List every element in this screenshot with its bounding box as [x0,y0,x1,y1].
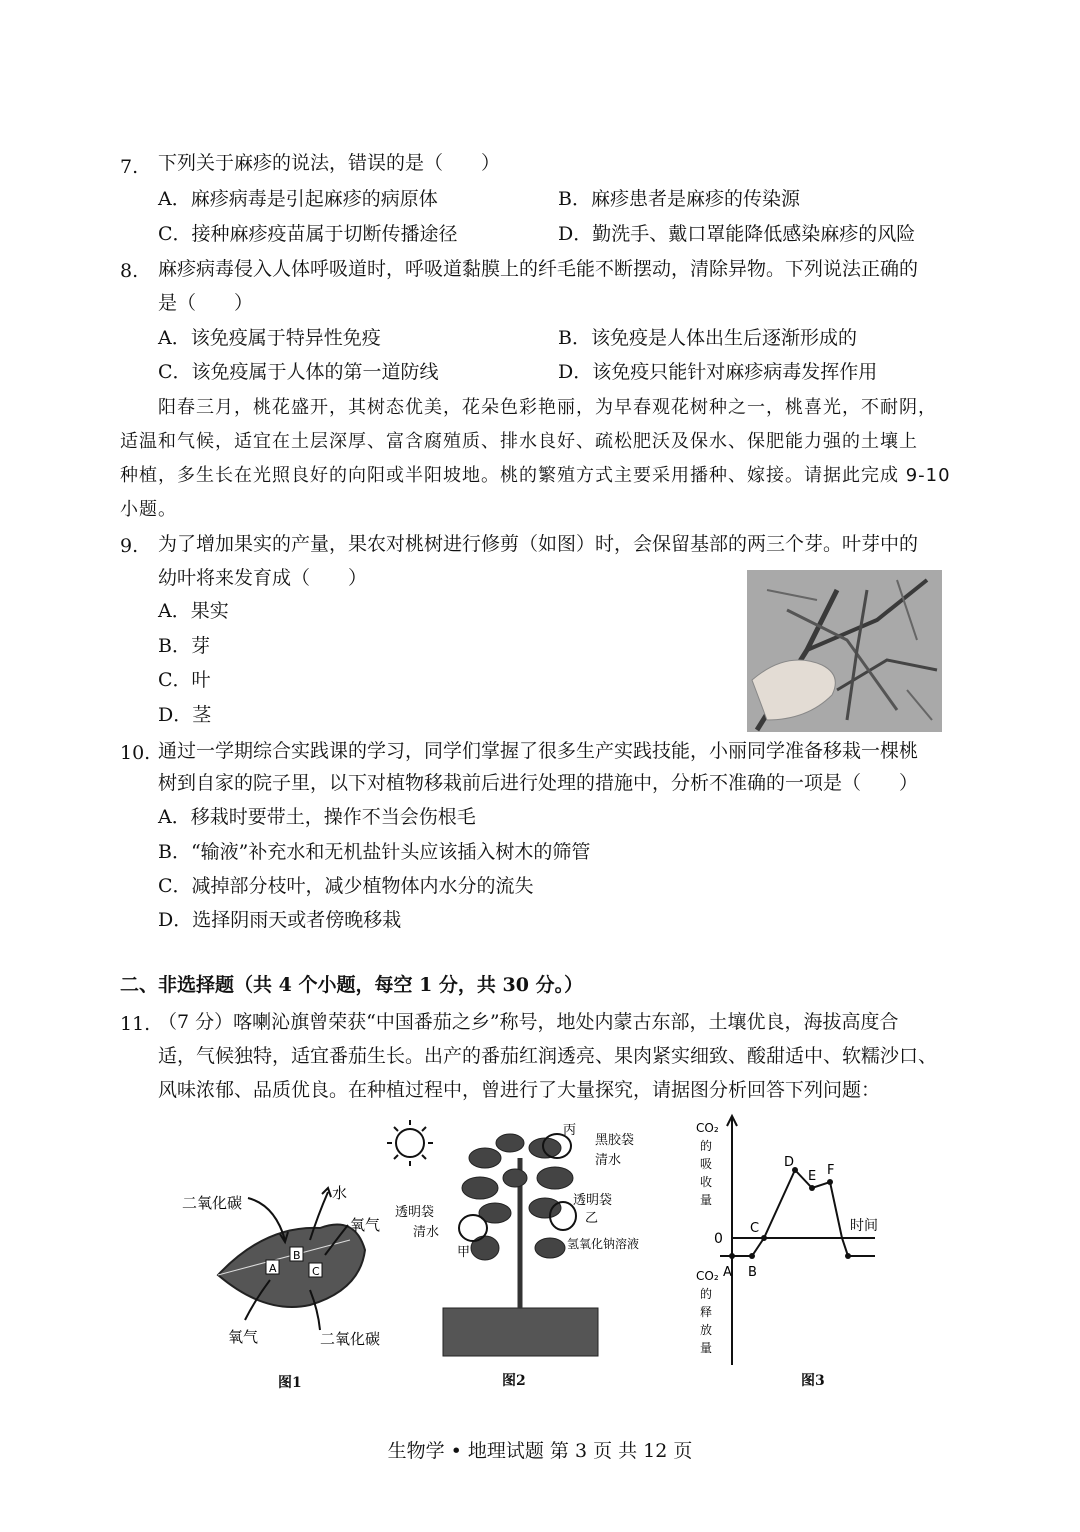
figure-3-co2-graph [690,1110,890,1370]
q10-number: 10. [120,742,151,764]
point-label-b: B [748,1265,757,1280]
q10-stem-line1: 通过一学期综合实践课的学习，同学们掌握了很多生产实践技能，小丽同学准备移栽一棵桃 [158,740,919,762]
figure-1-caption: 图1 [278,1375,302,1391]
q10-option-b: B．“输液”补充水和无机盐针头应该插入树木的筛管 [158,841,591,863]
q10-option-c: C．减掉部分枝叶，减少植物体内水分的流失 [158,875,534,897]
label-naoh: 氢氧化钠溶液 [567,1237,640,1251]
label-co2-in: 二氧化碳 [182,1194,243,1212]
passage-line4: 小题。 [120,499,177,520]
section-2-heading: 二、非选择题（共 4 个小题，每空 1 分，共 30 分。） [120,974,584,996]
label-bing: 丙 [563,1123,577,1138]
q8-stem-line1: 麻疹病毒侵入人体呼吸道时，呼吸道黏膜上的纤毛能不断摆动，清除异物。下列说法正确的 [158,258,919,280]
q10-stem-line2: 树到自家的院子里，以下对植物移栽前后进行处理的措施中，分析不准确的一项是（ ） [158,772,919,794]
leaf-shape [218,1224,365,1307]
x-label-time: 时间 [850,1218,878,1234]
label-water-2: 清水 [413,1225,440,1240]
page-footer: 生物学 • 地理试题 第 3 页 共 12 页 [387,1440,693,1462]
q8-stem-line2: 是（ ） [158,292,254,314]
clear-bag-jia [459,1215,487,1241]
q10-option-d: D．选择阴雨天或者傍晚移栽 [158,909,402,931]
q9-number: 9. [120,535,139,557]
figure-3-caption: 图3 [801,1373,825,1389]
q7-number: 7. [120,156,139,178]
q9-option-d: D．茎 [158,704,212,726]
figure-2-plant-diagram [385,1118,665,1363]
q7-option-b: B．麻疹患者是麻疹的传染源 [558,188,800,210]
q10-option-a: A．移栽时要带土，操作不当会伤根毛 [158,806,476,828]
q7-option-a: A．麻疹病毒是引起麻疹的病原体 [158,188,438,210]
label-water-1: 清水 [595,1153,622,1168]
label-b: B [293,1249,301,1262]
figure-1-leaf-diagram [170,1170,420,1360]
point-label-c: C [750,1221,760,1236]
point-label-f: F [827,1163,835,1178]
label-co2-out: 二氧化碳 [320,1330,381,1348]
label-clear-bag-yi: 透明袋 [573,1193,613,1208]
passage-line2: 适温和气候，适宜在土层深厚、富含腐殖质、排水良好、疏松肥沃及保水、保肥能力强的土壤上 [120,431,918,452]
pruning-photo-art [747,570,942,732]
q8-option-a: A．该免疫属于特异性免疫 [158,327,381,349]
passage-line3: 种植，多生长在光照良好的向阳或半阳坡地。桃的繁殖方式主要采用播种、嫁接。请据此完成 9-10 [120,465,951,486]
q7-option-d: D．勤洗手、戴口罩能降低感染麻疹的风险 [558,223,916,245]
y-label-absorb: CO₂ 的吸收量 [696,1121,719,1207]
flower-pot [443,1308,598,1356]
pruning-photo [747,570,942,732]
q9-option-b: B．芽 [158,635,210,657]
label-black-bag: 黑胶袋 [595,1133,635,1148]
q9-option-a: A．果实 [158,600,229,622]
passage-line1: 阳春三月，桃花盛开，其树态优美，花朵色彩艳丽，为早春观花树种之一，桃喜光，不耐阴， [158,397,937,418]
label-water: 水 [332,1184,348,1202]
q8-number: 8. [120,260,139,282]
origin-zero: 0 [714,1231,723,1247]
figure-2-caption: 图2 [502,1373,526,1389]
co2-curve [720,1170,875,1256]
q11-stem-line1: （7 分）喀喇沁旗曾荣获“中国番茄之乡”称号，地处内蒙古东部，土壤优良，海拔高度合 [158,1011,899,1033]
label-jia: 甲 [457,1245,471,1260]
q9-option-c: C．叶 [158,669,211,691]
q8-option-d: D．该免疫只能针对麻疹病毒发挥作用 [558,361,878,383]
q9-stem-line1: 为了增加果实的产量，果农对桃树进行修剪（如图）时，会保留基部的两三个芽。叶芽中的 [158,533,919,555]
label-c: C [312,1265,320,1278]
q7-stem: 下列关于麻疹的说法，错误的是（ ） [158,152,501,174]
label-o2-out: 氧气 [350,1216,381,1234]
label-o2-in: 氧气 [228,1328,259,1346]
q8-option-c: C．该免疫属于人体的第一道防线 [158,361,439,383]
sun-icon [387,1120,433,1166]
point-label-d: D [784,1155,795,1170]
y-label-release: CO₂ 的释放量 [696,1269,719,1355]
point-label-a: A [723,1265,732,1280]
q9-stem-line2: 幼叶将来发育成（ ） [158,567,368,589]
q7-option-c: C．接种麻疹疫苗属于切断传播途径 [158,223,458,245]
q11-stem-line2: 适，气候独特，适宜番茄生长。出产的番茄红润透亮、果肉紧实细致、酸甜适中、软糯沙口、 [158,1045,938,1067]
label-clear-bag-jia: 透明袋 [395,1205,435,1220]
q8-option-b: B．该免疫是人体出生后逐渐形成的 [558,327,857,349]
q11-number: 11. [120,1013,151,1035]
label-yi: 乙 [585,1211,599,1226]
q11-stem-line3: 风味浓郁、品质优良。在种植过程中，曾进行了大量探究，请据图分析回答下列问题： [158,1079,881,1101]
point-label-e: E [808,1169,817,1184]
label-a: A [269,1262,277,1275]
